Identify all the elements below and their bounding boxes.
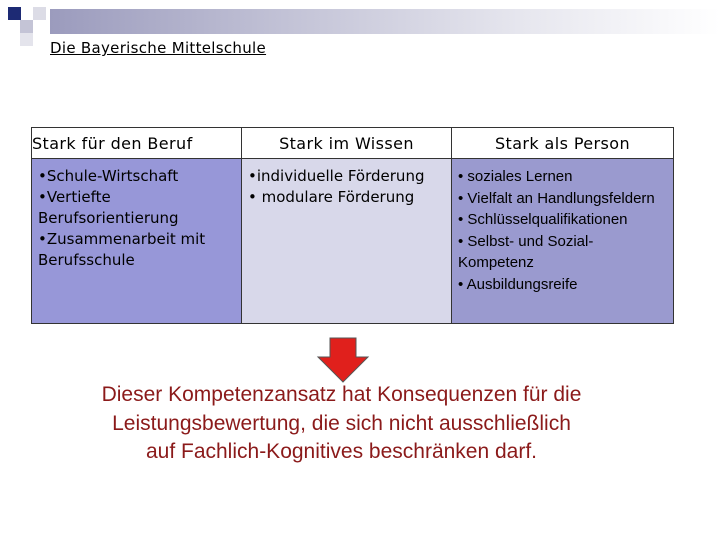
column-body-wissen: [242, 159, 452, 324]
list-item: •Schule-Wirtschaft: [38, 167, 179, 185]
list-item: •Vertiefte Berufsorientierung: [38, 188, 179, 227]
list-item: • Schlüsselqualifikationen: [458, 211, 628, 228]
list-item: • modulare Förderung: [248, 188, 415, 206]
list-item: • Selbst- und Sozial-Kompetenz: [458, 232, 594, 271]
list-item: •individuelle Förderung: [248, 167, 425, 185]
beruf-list: [32, 159, 241, 271]
wissen-list: [242, 159, 451, 208]
column-body-beruf: [32, 159, 242, 324]
page-title: Die Bayerische Mittelschule: [50, 39, 267, 57]
column-header-person: Stark als Person: [452, 128, 674, 159]
corner-square-light: [33, 7, 46, 20]
list-item: • Vielfalt an Handlungsfeldern: [458, 189, 655, 207]
column-header-beruf: Stark für den Beruf: [32, 128, 242, 159]
down-arrow-icon: [316, 337, 370, 383]
table-header-row: [32, 128, 674, 159]
column-header-wissen: Stark im Wissen: [242, 128, 452, 159]
corner-square-light: [20, 33, 33, 46]
list-item: •Zusammenarbeit mit Berufsschule: [38, 230, 206, 269]
corner-square-dark: [8, 7, 21, 20]
conclusion-text: Dieser Kompetenzansatz hat Konsequenzen für die Leistungsbewertung, die sich nicht ausschließlich auf Fachlich-Kognitives beschränken darf.: [101, 383, 582, 463]
person-list: [452, 159, 673, 295]
column-body-person: [452, 159, 674, 324]
list-item: • soziales Lernen: [458, 168, 573, 185]
corner-square-light: [20, 20, 33, 33]
table-body-row: [32, 159, 674, 324]
list-item: • Ausbildungsreife: [458, 275, 578, 293]
pillars-table: [31, 127, 674, 324]
title-band: [50, 9, 720, 34]
